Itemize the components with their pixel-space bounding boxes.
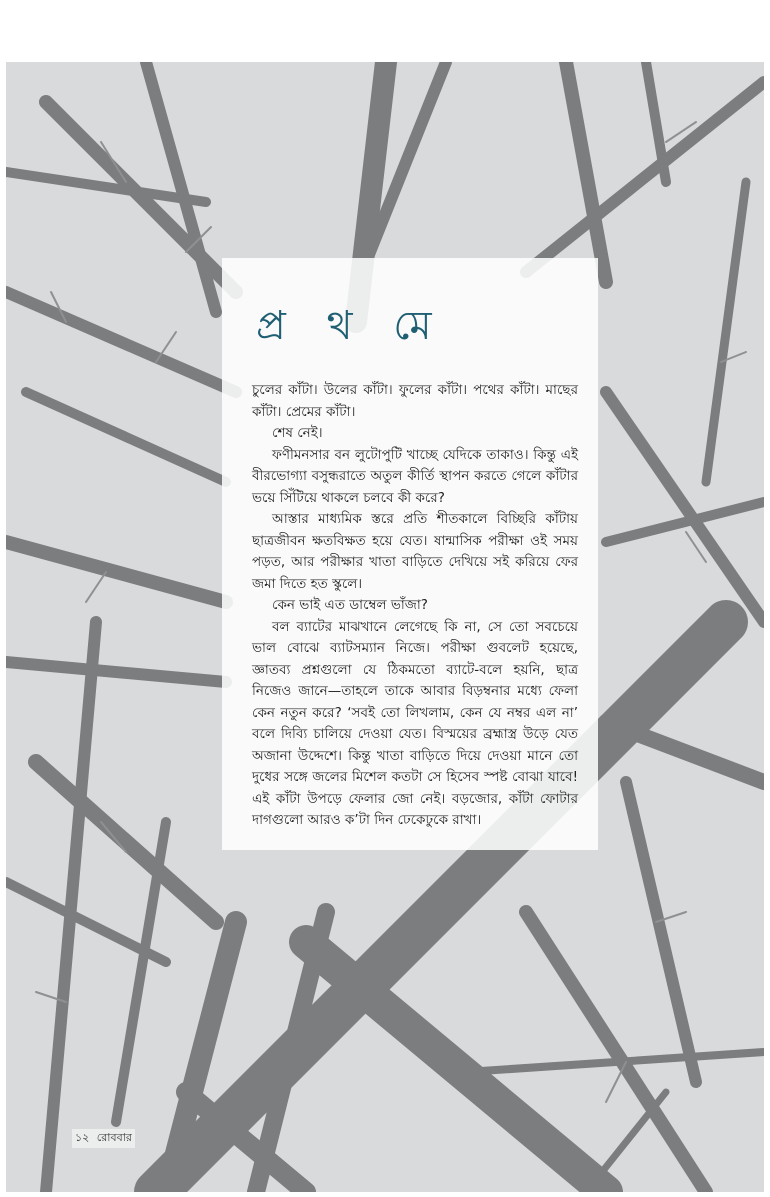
- magazine-name: রোববার: [96, 1131, 132, 1144]
- paragraph: শেষ নেই।: [272, 425, 323, 441]
- paragraph: বল ব্যাটের মাঝখানে লেগেছে কি না, সে তো সবচেয়ে ভাল বোঝে ব্যাটসম্যান নিজে। পরীক্ষা গুবলেট হয়েছে, জ্ঞাতব্য প্রশ্নগুলো যে ঠিকমতো ব্যাটে-বলে হয়নি, ছাত্র নিজেও জানে—তাহলে তাকে আবার বিড়ম্বনার মধ্যে ফেলা কেন নতুন করে? ‘সবই তো লিখলাম, কেন যে নম্বর এল না’ বলে দিব্যি চালিয়ে দেওয়া যেত। বিস্ময়ের ব্রহ্মাস্ত্র উড়ে যেত অজানা উদ্দেশে। কিন্তু খাতা বাড়িতে দিয়ে দেওয়া মানে তো দুধের সঙ্গে জলের মিশেল কতটা সে হিসেব স্পষ্ট বোঝা যাবে! এই কাঁটা উপড়ে ফেলার জো নেই। বড়জোর, কাঁটা ফোটার দাগগুলো আরও ক’টা দিন ঢেকেঢুকে রাখা।: [252, 618, 578, 828]
- paragraph: চুলের কাঁটা। উলের কাঁটা। ফুলের কাঁটা। পথের কাঁটা। মাছের কাঁটা। প্রেমের কাঁটা।: [252, 382, 578, 420]
- paragraph: আস্তার মাধ্যমিক স্তরে প্রতি শীতকালে বিচ্ছিরি কাঁটায় ছাত্রজীবন ক্ষতবিক্ষত হয়ে যেত। ষান্মাসিক পরীক্ষা ওই সময় পড়ত, আর পরীক্ষার খাতা বাড়িতে দেখিয়ে সই করিয়ে ফের জমা দিতে হত স্কুলে।: [252, 511, 578, 592]
- section-heading: প্র থ মে: [256, 303, 446, 349]
- page-footer: [72, 1129, 135, 1148]
- paragraph: ফণীমনসার বন লুটোপুটি খাচ্ছে যেদিকে তাকাও। কিন্তু এই বীরভোগ্যা বসুন্ধরাতে অতুল কীর্তি স্থাপন করতে গেলে কাঁটার ভয়ে সিঁটিয়ে থাকলে চলবে কী করে?: [252, 446, 578, 506]
- paragraph: কেন ভাই এত ডাম্বেল ভাঁজা?: [272, 597, 428, 613]
- text-panel: [222, 258, 598, 850]
- page-number: ১২: [75, 1131, 90, 1144]
- article-body: [252, 380, 578, 832]
